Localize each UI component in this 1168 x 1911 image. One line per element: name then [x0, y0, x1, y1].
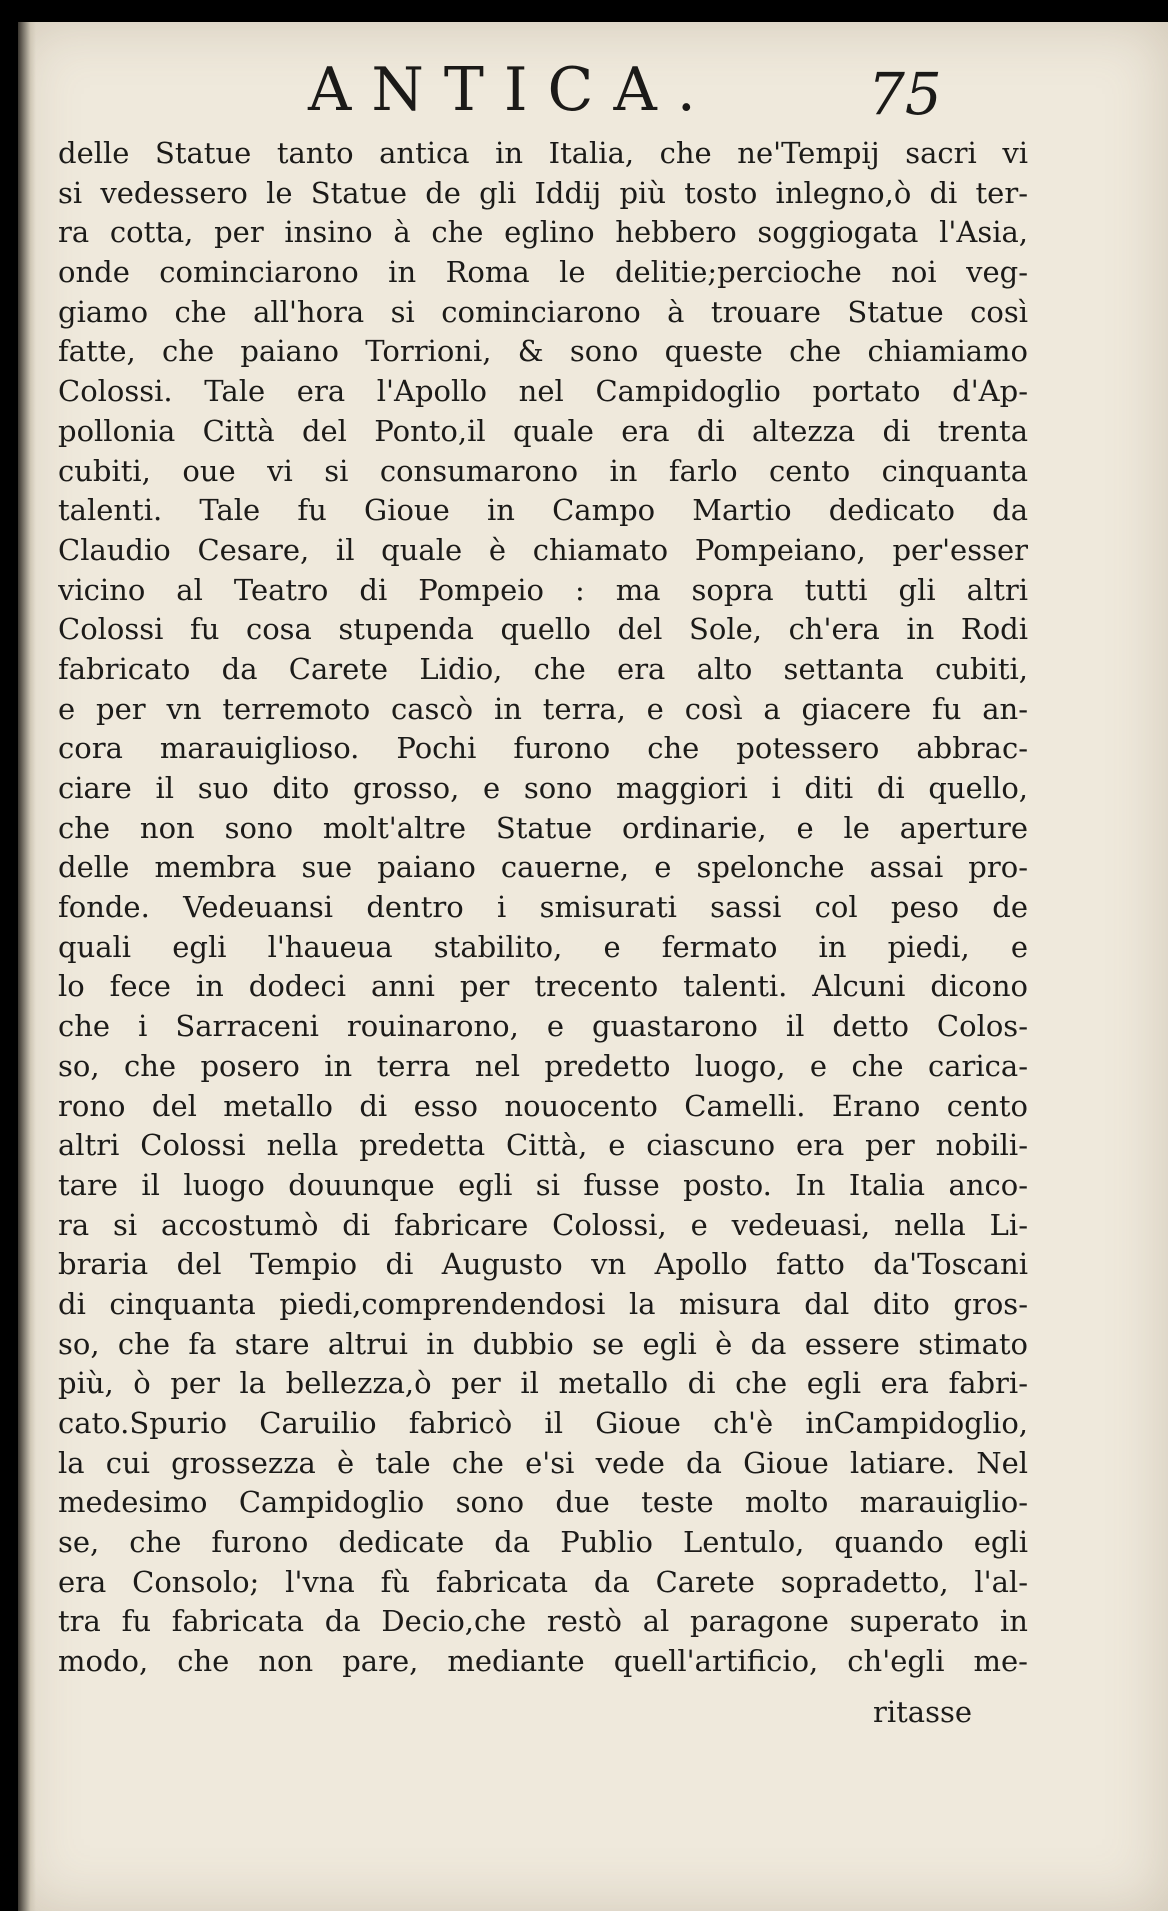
text-line: delle Statue tanto antica in Italia, che ne'Tempij sacri vi: [58, 136, 1028, 170]
text-line: lo fece in dodeci anni per trecento talenti. Alcuni dicono: [58, 969, 1028, 1004]
running-title: ANTICA.: [308, 55, 716, 125]
text-line: di cinquanta piedi,comprendendosi la misura dal dito gros-: [58, 1286, 1028, 1321]
page-number: 75: [868, 60, 942, 128]
text-line: cubiti, oue vi si consumarono in farlo cento cinquanta: [58, 453, 1028, 488]
text-line: onde cominciarono in Roma le delitie;percioche noi veg-: [58, 255, 1028, 290]
text-line: ra si accostumò di fabricare Colossi, e vedeuasi, nella Li-: [58, 1207, 1028, 1242]
text-line: delle membra sue paiano cauerne, e spelonche assai pro-: [58, 850, 1028, 885]
catchword: ritasse: [873, 1695, 973, 1729]
text-line: fabricato da Carete Lidio, che era alto settanta cubiti,: [58, 651, 1028, 686]
text-line: so, che posero in terra nel predetto luogo, e che carica-: [58, 1048, 1028, 1083]
body-text: [58, 134, 1028, 1682]
text-line: braria del Tempio di Augusto vn Apollo fatto da'Toscani: [58, 1247, 1028, 1282]
text-line: la cui grossezza è tale che e'si vede da Gioue latiare. Nel: [58, 1445, 1028, 1480]
text-line: giamo che all'hora si cominciarono à trouare Statue così: [58, 294, 1028, 329]
text-line: che non sono molt'altre Statue ordinarie, e le aperture: [58, 810, 1028, 845]
text-line: Claudio Cesare, il quale è chiamato Pompeiano, per'esser: [58, 532, 1028, 567]
text-line: medesimo Campidoglio sono due teste molto marauiglio-: [58, 1485, 1028, 1520]
text-line: fonde. Vedeuansi dentro i smisurati sassi col peso de: [58, 890, 1028, 925]
text-line: modo, che non pare, mediante quell'artificio, ch'egli me-: [58, 1644, 1028, 1679]
text-line: rono del metallo di esso nouocento Camelli. Erano cento: [58, 1088, 1028, 1123]
text-line: pollonia Città del Ponto,il quale era di altezza di trenta: [58, 413, 1028, 448]
text-line: talenti. Tale fu Gioue in Campo Martio dedicato da: [58, 493, 1028, 528]
text-line: ra cotta, per insino à che eglino hebbero soggiogata l'Asia,: [58, 215, 1028, 250]
text-line: altri Colossi nella predetta Città, e ciascuno era per nobili-: [58, 1128, 1028, 1163]
text-line: cora marauiglioso. Pochi furono che potessero abbrac-: [58, 731, 1028, 766]
text-line: so, che fa stare altrui in dubbio se egli è da essere stimato: [58, 1326, 1028, 1361]
text-line: più, ò per la bellezza,ò per il metallo di che egli era fabri-: [58, 1366, 1028, 1401]
text-line: tra fu fabricata da Decio,che restò al paragone superato in: [58, 1604, 1028, 1639]
text-line: se, che furono dedicate da Publio Lentulo, quando egli: [58, 1525, 1028, 1560]
text-line: vicino al Teatro di Pompeio : ma sopra tutti gli altri: [58, 572, 1028, 607]
text-line: e per vn terremoto cascò in terra, e così a giacere fu an-: [58, 691, 1028, 726]
text-line: che i Sarraceni rouinarono, e guastarono il detto Colos-: [58, 1009, 1028, 1044]
text-line: fatte, che paiano Torrioni, & sono queste che chiamiamo: [58, 334, 1028, 369]
text-line: cato.Spurio Caruilio fabricò il Gioue ch'è inCampidoglio,: [58, 1406, 1028, 1440]
book-page: [18, 22, 1168, 1911]
text-line: ciare il suo dito grosso, e sono maggiori i diti di quello,: [58, 771, 1028, 805]
text-line: Colossi. Tale era l'Apollo nel Campidoglio portato d'Ap-: [58, 374, 1028, 409]
text-line: si vedessero le Statue de gli Iddij più tosto inlegno,ò di ter-: [58, 175, 1028, 210]
text-line: quali egli l'haueua stabilito, e fermato in piedi, e: [58, 929, 1028, 964]
text-line: tare il luogo douunque egli si fusse posto. In Italia anco-: [58, 1167, 1028, 1202]
text-line: Colossi fu cosa stupenda quello del Sole, ch'era in Rodi: [58, 612, 1028, 647]
text-line: era Consolo; l'vna fù fabricata da Carete sopradetto, l'al-: [58, 1564, 1028, 1599]
page-header: [18, 50, 1168, 130]
